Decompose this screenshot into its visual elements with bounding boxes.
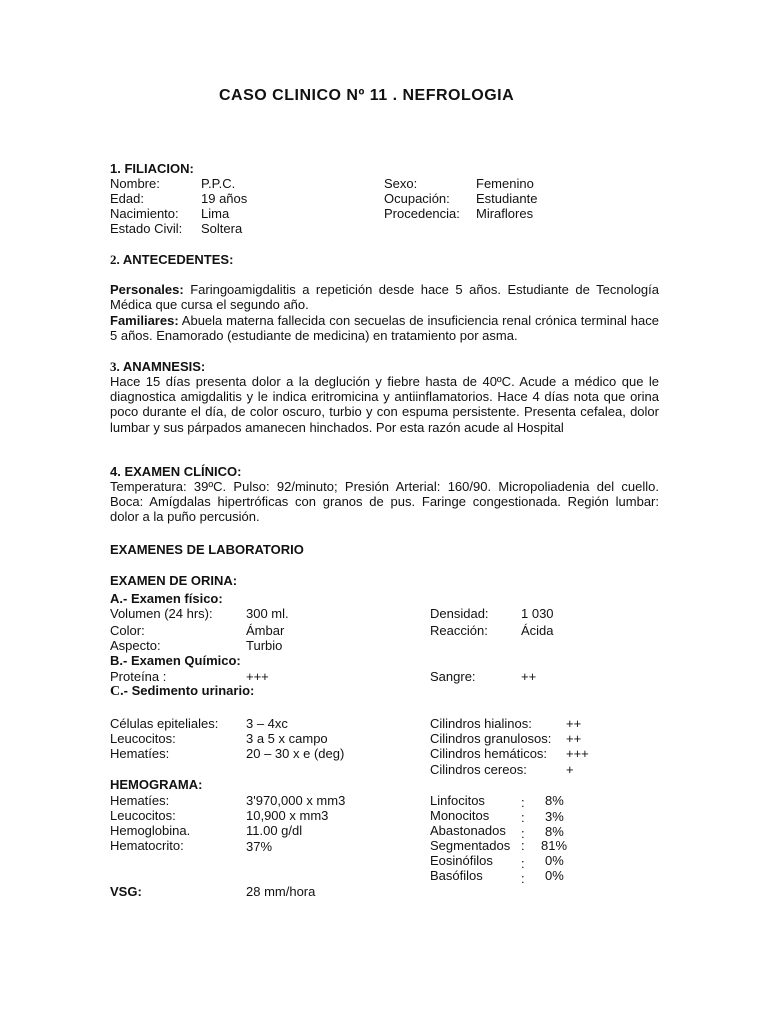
anamnesis-text: Hace 15 días presenta dolor a la deglución y fiebre hasta de 40ºC. Acude a médico que le diagnostica amigdalitis y le indica eritromicina y antiinflamatorios. Hace 4 días nota que orina poco durante el día, de color oscuro, turbio y con espuma persistente. Presenta cefalea, dolor lumbar y sus párpados amanecen hinchados. Por esta razón acude al Hospital <box>110 374 659 435</box>
field-label: Estado Civil: <box>110 221 183 236</box>
lab-label: Cilindros granulosos: <box>430 731 552 746</box>
lab-value: +++ <box>566 746 589 761</box>
lab-label: Leucocitos: <box>110 808 176 823</box>
section-antecedentes-heading <box>110 252 233 267</box>
examen-fisico-heading: A.- Examen físico: <box>110 591 223 606</box>
sedimento-title: - Sedimento urinario: <box>123 683 255 698</box>
lab-label: Hemoglobina. <box>110 823 191 838</box>
lab-value: ++ <box>566 716 582 731</box>
lab-value: 8% <box>545 824 564 839</box>
section-title: ANTECEDENTES: <box>122 252 234 267</box>
lab-label: Cilindros cereos: <box>430 762 527 777</box>
lab-value: 37% <box>246 839 273 854</box>
field-label: Procedencia: <box>384 206 460 221</box>
lab-label: Hematocrito: <box>110 838 184 853</box>
lab-label: Reacción: <box>430 623 488 638</box>
hemograma-heading: HEMOGRAMA: <box>110 777 203 792</box>
lab-label: Eosinófilos <box>430 853 493 868</box>
section-filiacion-heading <box>110 161 194 176</box>
lab-label: Aspecto: <box>110 638 161 653</box>
lab-separator: : <box>521 810 525 825</box>
lab-value: + <box>566 762 574 777</box>
lab-label: Cilindros hemáticos: <box>430 746 548 761</box>
personales-label: Personales: <box>110 282 184 297</box>
lab-label: Color: <box>110 623 145 638</box>
field-value: 19 años <box>201 191 248 206</box>
section-title: ANAMNESIS: <box>122 359 206 374</box>
lab-label: Cilindros hialinos: <box>430 716 532 731</box>
field-value: Estudiante <box>476 191 538 206</box>
sedimento-heading <box>110 683 254 699</box>
lab-value: ++ <box>566 731 582 746</box>
field-label: Ocupación: <box>384 191 450 206</box>
lab-value: Ámbar <box>246 623 285 638</box>
familiares-label: Familiares: <box>110 313 179 328</box>
lab-value: 10,900 x mm3 <box>246 808 329 823</box>
lab-separator: : <box>521 826 525 841</box>
field-value: Soltera <box>201 221 243 236</box>
lab-label: Segmentados <box>430 838 511 853</box>
personales-text: Faringoamigdalitis a repetición desde hace 5 años. Estudiante de Tecnología Médica que cursa el segundo año. <box>110 282 659 313</box>
section-title: EXAMEN CLÍNICO: <box>124 464 242 479</box>
lab-label: Volumen (24 hrs): <box>110 606 213 621</box>
lab-value: Turbio <box>246 638 283 653</box>
lab-label: Leucocitos: <box>110 731 176 746</box>
section-number: 2. <box>110 252 120 267</box>
field-label: Nacimiento: <box>110 206 179 221</box>
field-value: Femenino <box>476 176 534 191</box>
lab-value: ++ <box>521 669 537 684</box>
lab-separator: : <box>521 871 525 886</box>
vsg-label: VSG: <box>110 884 142 899</box>
examen-clinico-text: Temperatura: 39ºC. Pulso: 92/minuto; Presión Arterial: 160/90. Micropoliadenia del cuello. Boca: Amígdalas hipertróficas con granos de pus. Faringe congestionada. Región lumbar: dolor a la puño percusión. <box>110 479 659 525</box>
lab-separator: : <box>521 795 525 810</box>
section-number: 1. <box>110 161 121 176</box>
field-label: Sexo: <box>384 176 418 191</box>
section-anamnesis-heading <box>110 359 205 374</box>
lab-label: Densidad: <box>430 606 489 621</box>
lab-value: 11.00 g/dl <box>246 823 303 838</box>
lab-label: Sangre: <box>430 669 476 684</box>
field-value: Lima <box>201 206 230 221</box>
lab-label: Linfocitos <box>430 793 485 808</box>
section-number: 4. <box>110 464 121 479</box>
lab-label: Proteína : <box>110 669 167 684</box>
lab-heading: EXAMENES DE LABORATORIO <box>110 542 304 557</box>
lab-value: 0% <box>545 868 564 883</box>
lab-label: Monocitos <box>430 808 490 823</box>
lab-value: Ácida <box>521 623 554 638</box>
examen-quimico-heading: B.- Examen Químico: <box>110 653 241 668</box>
lab-value: 8% <box>545 793 564 808</box>
lab-label: Hematíes: <box>110 793 170 808</box>
lab-value: 3 – 4xc <box>246 716 288 731</box>
lab-value: 3% <box>545 809 564 824</box>
lab-separator: : <box>521 856 525 871</box>
field-label: Nombre: <box>110 176 160 191</box>
orina-heading: EXAMEN DE ORINA: <box>110 573 238 588</box>
field-label: Edad: <box>110 191 144 206</box>
lab-value: 20 – 30 x e (deg) <box>246 746 345 761</box>
document-title: CASO CLINICO Nº 11 . NEFROLOGIA <box>219 87 515 104</box>
antecedentes-familiares <box>110 313 659 343</box>
familiares-text: Abuela materna fallecida con secuelas de insuficiencia renal crónica terminal hace 5 años. Enamorado (estudiante de medicina) en tratamiento por asma. <box>110 313 659 344</box>
lab-value: 81% <box>541 838 568 853</box>
section-title: FILIACION: <box>124 161 194 176</box>
lab-separator: : <box>521 838 525 853</box>
lab-label: Células epiteliales: <box>110 716 219 731</box>
lab-value: 300 ml. <box>246 606 289 621</box>
lab-value: +++ <box>246 669 269 684</box>
field-value: P.P.C. <box>201 176 236 191</box>
lab-label: Abastonados <box>430 823 506 838</box>
antecedentes-personales <box>110 282 659 312</box>
section-examen-clinico-heading <box>110 464 241 479</box>
lab-value: 1 030 <box>521 606 554 621</box>
vsg-value: 28 mm/hora <box>246 884 316 899</box>
lab-label: Basófilos <box>430 868 483 883</box>
lab-value: 0% <box>545 853 564 868</box>
lab-value: 3'970,000 x mm3 <box>246 793 346 808</box>
sedimento-letter: C. <box>110 684 124 699</box>
lab-value: 3 a 5 x campo <box>246 731 328 746</box>
field-value: Miraflores <box>476 206 534 221</box>
lab-label: Hematíes: <box>110 746 170 761</box>
section-number: 3. <box>110 359 120 374</box>
